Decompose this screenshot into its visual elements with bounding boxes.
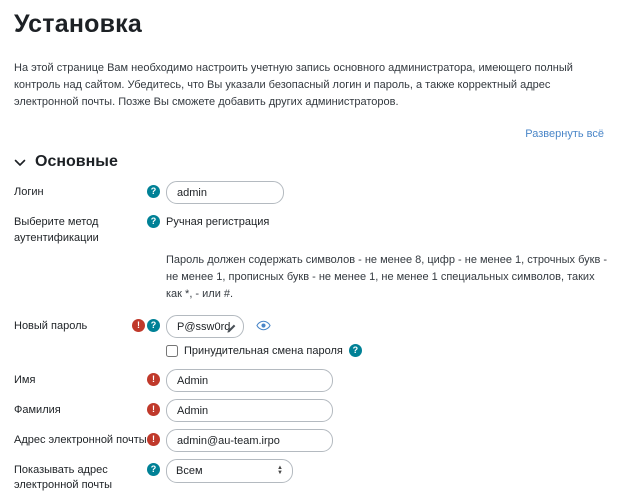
help-icon[interactable]: ? bbox=[147, 319, 160, 332]
email-display-select[interactable] bbox=[166, 459, 293, 483]
unmask-password-eye-icon[interactable] bbox=[256, 318, 271, 335]
force-change-label: Принудительная смена пароля bbox=[184, 344, 343, 357]
username-input[interactable] bbox=[166, 181, 284, 204]
force-change-checkbox[interactable] bbox=[166, 345, 178, 357]
lastname-row bbox=[14, 398, 610, 422]
username-label: Логин bbox=[14, 186, 44, 199]
help-icon[interactable]: ? bbox=[349, 344, 362, 357]
chevron-down-icon[interactable] bbox=[14, 157, 26, 167]
expand-all-link[interactable]: Развернуть всё bbox=[525, 128, 604, 141]
email-display-selected-value: Всем bbox=[176, 465, 203, 478]
required-icon: ! bbox=[147, 373, 160, 386]
expand-all-row bbox=[14, 124, 604, 142]
new-password-input[interactable] bbox=[166, 315, 244, 338]
auth-method-value: Ручная регистрация bbox=[166, 216, 270, 229]
auth-method-row bbox=[14, 210, 610, 246]
page-title: Установка bbox=[14, 10, 142, 38]
email-label: Адрес электронной почты bbox=[14, 434, 147, 447]
email-display-label: Показывать адрес электронной почты bbox=[14, 464, 113, 492]
help-icon[interactable]: ? bbox=[147, 215, 160, 228]
new-password-row bbox=[14, 314, 610, 338]
intro-text: На этой странице Вам необходимо настроить учетную запись основного администратора, имеющего полный контроль над сайтом. Убедитесь, что Вы указали безопасный логин и пароль, а также корректный адрес электронной почты. Позже Вы сможете добавить других администраторов. bbox=[14, 62, 573, 109]
auth-method-label: Выберите метод аутентификации bbox=[14, 216, 99, 244]
email-input[interactable] bbox=[166, 429, 333, 452]
firstname-row bbox=[14, 368, 610, 392]
section-title: Основные bbox=[35, 153, 118, 171]
required-icon: ! bbox=[132, 319, 145, 332]
required-icon: ! bbox=[147, 433, 160, 446]
email-display-row bbox=[14, 458, 610, 494]
force-change-row bbox=[166, 344, 610, 357]
new-password-label: Новый пароль bbox=[14, 320, 88, 333]
username-row bbox=[14, 180, 610, 204]
firstname-input[interactable] bbox=[166, 369, 333, 392]
lastname-label: Фамилия bbox=[14, 404, 61, 417]
required-icon: ! bbox=[147, 403, 160, 416]
email-row bbox=[14, 428, 610, 452]
select-updown-icon: ▲ ▼ bbox=[277, 465, 283, 477]
password-policy-text: Пароль должен содержать символов - не менее 8, цифр - не менее 1, строчных букв - не менее 1, прописных букв - не менее 1, не менее 1 специальных символов, таких как *, - или #. bbox=[166, 253, 608, 301]
help-icon[interactable]: ? bbox=[147, 185, 160, 198]
help-icon[interactable]: ? bbox=[147, 463, 160, 476]
section-header-general[interactable] bbox=[14, 153, 610, 171]
lastname-input[interactable] bbox=[166, 399, 333, 422]
firstname-label: Имя bbox=[14, 374, 36, 387]
